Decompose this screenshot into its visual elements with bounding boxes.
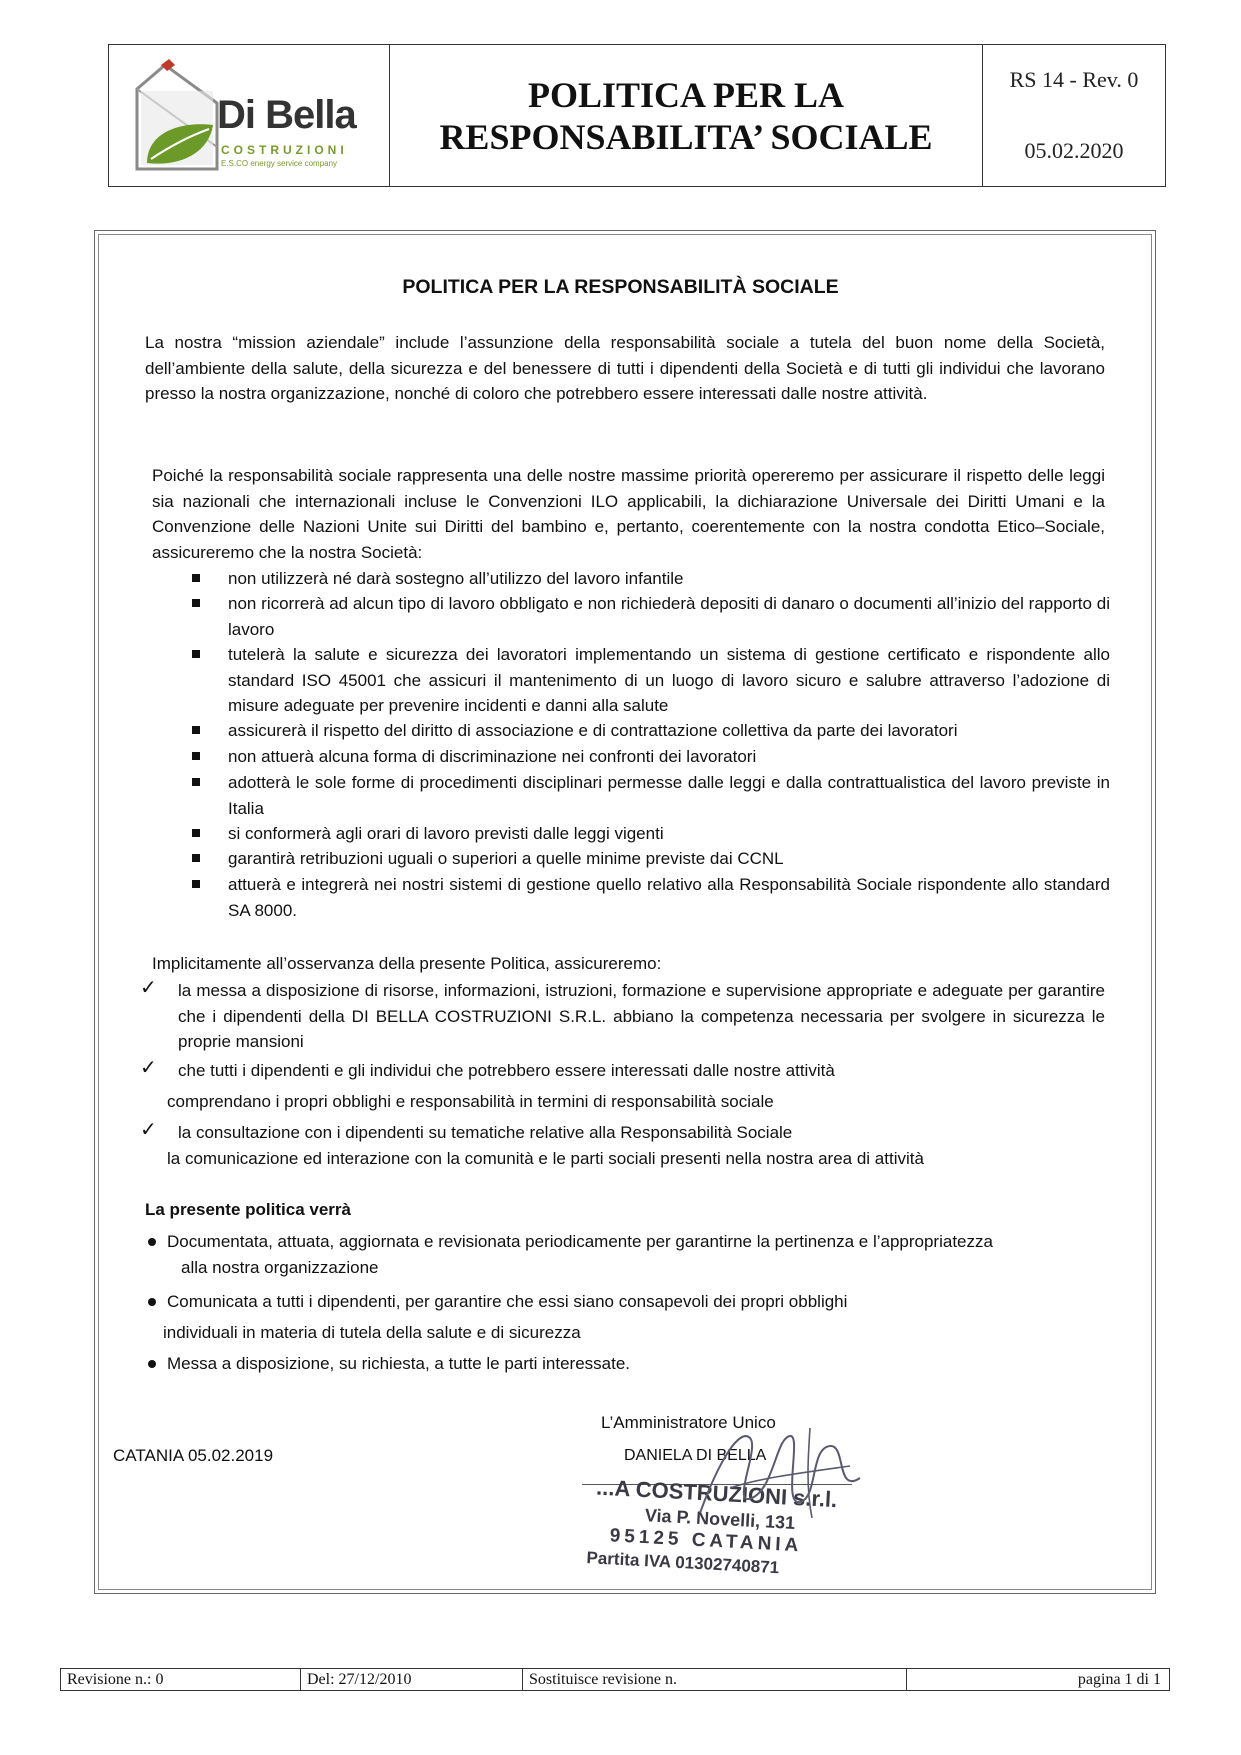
stamp-line-4: Partita IVA 01302740871 — [586, 1548, 780, 1578]
commitment-paragraph: Poiché la responsabilità sociale rappresenta una delle nostre massime priorità opereremo per assicurare il rispetto delle leggi sia nazionali che internazionali incluse le Convenzioni ILO applicabili, la dichiarazione Universale dei Diritti Umani e la Convenzione delle Nazioni Unite sui Diritti del bambino e, pertanto, coerentemente con la nostra condotta Etico–Sociale, assicureremo che la nostra Società: — [152, 466, 1105, 562]
commitment-item: non attuerà alcuna forma di discriminazione nei confronti dei lavoratori — [228, 747, 757, 766]
bullet-dot — [148, 1238, 156, 1246]
signatory-role: L’Amministratore Unico — [601, 1413, 776, 1432]
check-icon: ✓ — [140, 1119, 157, 1141]
logo-tagline: E.S.CO energy service company — [221, 159, 338, 168]
header-title — [390, 45, 983, 186]
commitment-item: adotterà le sole forme di procedimenti disciplinari permesse dalle leggi e dalla contrattualistica del lavoro previste in Italia — [228, 773, 1110, 818]
assurance-item-1: la messa a disposizione di risorse, informazioni, istruzioni, formazione e supervisione appropriate e adeguate per garantire che i dipendenti della DI BELLA COSTRUZIONI S.R.L. abbiano la competenza necessaria per svolgere in sicurezza le proprie mansioni — [178, 981, 1105, 1051]
signatory-name: DANIELA DI BELLA — [624, 1447, 767, 1464]
header-logo-cell — [109, 45, 390, 186]
policy-heading: La presente politica verrà — [145, 1200, 351, 1219]
square-bullet — [192, 574, 200, 582]
document-header — [108, 44, 1166, 187]
footer-date: Del: 27/12/2010 — [301, 1669, 523, 1690]
header-code-cell — [983, 45, 1165, 186]
policy-item-2-line-1: Comunicata a tutti i dipendenti, per garantire che essi siano consapevoli dei propri obblighi — [167, 1292, 848, 1311]
place-and-date: CATANIA 05.02.2019 — [113, 1446, 274, 1465]
square-bullet — [192, 752, 200, 760]
policy-item-1-line-1: Documentata, attuata, aggiornata e revisionata periodicamente per garantirne la pertinenza e l’appropriatezza — [167, 1232, 993, 1251]
assurance-item-3-line-1: la consultazione con i dipendenti su tematiche relative alla Responsabilità Sociale — [178, 1123, 793, 1142]
policy-item-2-line-2: individuali in materia di tutela della salute e di sicurezza — [163, 1323, 581, 1342]
logo-sub-text: COSTRUZIONI — [221, 143, 348, 157]
document-code: RS 14 - Rev. 0 — [1009, 67, 1139, 93]
policy-item-1-line-2: alla nostra organizzazione — [181, 1258, 379, 1277]
stamp-line-2: Via P. Novelli, 131 — [644, 1505, 796, 1533]
check-icon: ✓ — [140, 977, 157, 999]
assurance-item-2-line-2: comprendano i propri obblighi e responsabilità in termini di responsabilità sociale — [167, 1092, 774, 1111]
assurance-item-2-line-1: che tutti i dipendenti e gli individui che potrebbero essere interessati dalle nostre attività — [178, 1061, 835, 1080]
document-date: 05.02.2020 — [1024, 137, 1124, 163]
stamp-line-3: 95125 CATANIA — [609, 1525, 803, 1557]
square-bullet — [192, 726, 200, 734]
commitment-item: si conformerà agli orari di lavoro previsti dalle leggi vigenti — [228, 824, 664, 843]
bullet-dot — [148, 1298, 156, 1306]
footer-page-number: pagina 1 di 1 — [1077, 1670, 1161, 1688]
square-bullet — [192, 650, 200, 658]
document-title: POLITICA PER LA RESPONSABILITÀ SOCIALE — [402, 276, 839, 298]
document-footer — [60, 1668, 1170, 1691]
check-icon: ✓ — [140, 1057, 157, 1079]
commitment-item: tutelerà la salute e sicurezza dei lavoratori implementando un sistema di gestione certificato e rispondente allo standard ISO 45001 che assicuri il mantenimento di un luogo di lavoro sicuro e salubre attraverso l’adozione di misure adeguate per prevenire incidenti e danni alla salute — [228, 645, 1110, 715]
commitment-item: non ricorrerà ad alcun tipo di lavoro obbligato e non richiederà depositi di danaro o documenti all’inizio del rapporto di lavoro — [228, 594, 1110, 639]
footer-revision: Revisione n.: 0 — [61, 1669, 301, 1690]
header-title-line-2: RESPONSABILITA’ SOCIALE — [439, 116, 933, 157]
policy-item-3: Messa a disposizione, su richiesta, a tutte le parti interessate. — [167, 1354, 631, 1373]
handwritten-signature — [690, 1418, 870, 1528]
company-logo — [117, 51, 379, 181]
intro-paragraph: La nostra “mission aziendale” include l’assunzione della responsabilità sociale a tutela del buon nome della Società, dell’ambiente della salute, della sicurezza e del benessere di tutti i dipendenti della Società e di tutti gli individui che lavorano presso la nostra organizzazione, nonché di coloro che potrebbero essere interessati dalle nostre attività. — [145, 333, 1105, 403]
square-bullet — [192, 829, 200, 837]
square-bullet — [192, 599, 200, 607]
commitment-item: garantirà retribuzioni uguali o superiori a quelle minime previste dai CCNL — [228, 849, 784, 868]
stamp-line-1: ...A COSTRUZIONI s.r.l. — [595, 1474, 838, 1513]
commitment-item: attuerà e integrerà nei nostri sistemi di gestione quello relativo alla Responsabilità Sociale rispondente allo standard SA 8000. — [228, 875, 1110, 920]
footer-replaces: Sostituisce revisione n. — [523, 1669, 907, 1690]
implicit-intro: Implicitamente all’osservanza della presente Politica, assicureremo: — [152, 954, 662, 973]
header-title-line-1: POLITICA PER LA — [527, 74, 845, 115]
assurance-item-3-line-2: la comunicazione ed interazione con la comunità e le parti sociali presenti nella nostra area di attività — [167, 1149, 924, 1168]
bullet-dot — [148, 1360, 156, 1368]
square-bullet — [192, 880, 200, 888]
square-bullet — [192, 778, 200, 786]
square-bullet — [192, 854, 200, 862]
logo-brand-text: Di Bella — [217, 93, 356, 137]
commitment-item: assicurerà il rispetto del diritto di associazione e di contrattazione collettiva da parte dei lavoratori — [228, 721, 958, 740]
commitment-item: non utilizzerà né darà sostegno all’utilizzo del lavoro infantile — [228, 569, 684, 588]
